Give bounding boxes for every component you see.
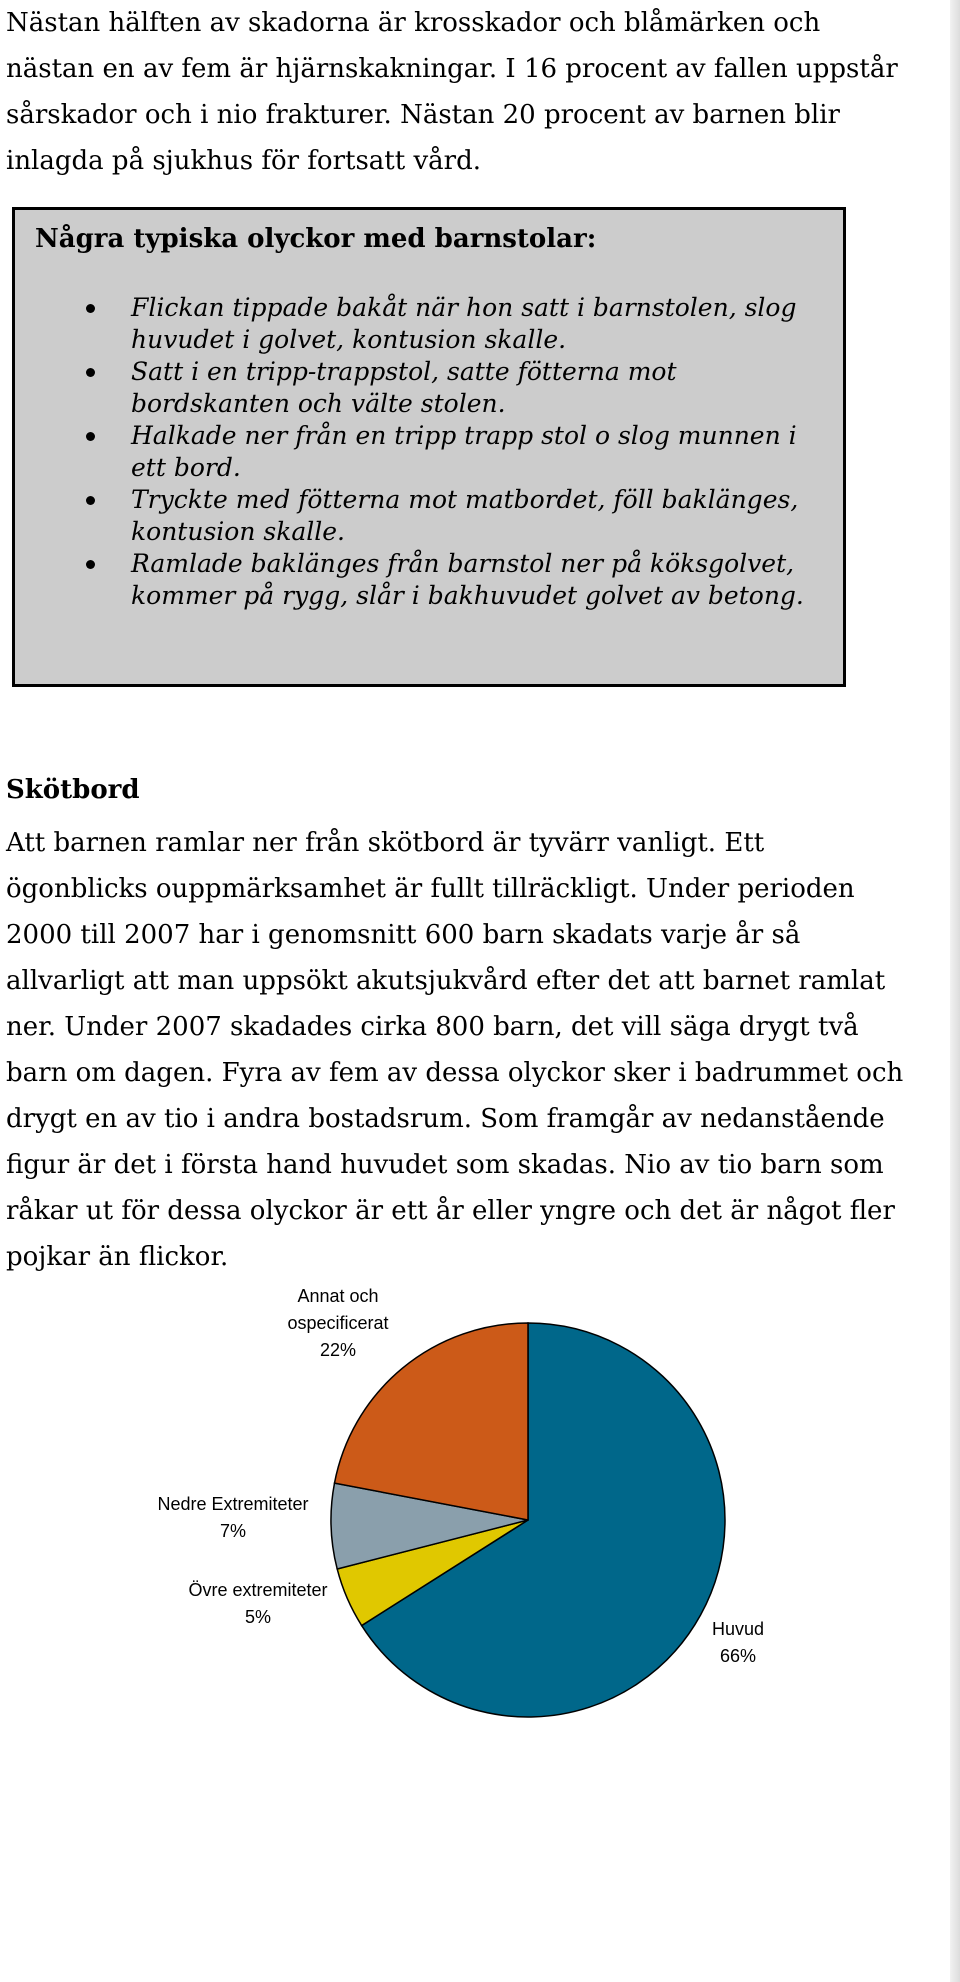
list-item	[15, 548, 815, 612]
pie-label-huvud: Huvud 66%	[711, 1619, 765, 1666]
list-item-text: Satt i en tripp-trappstol, satte fötterna mot bordskanten och välte stolen.	[131, 357, 677, 418]
pie-label-ovre-extremiteter: Övre extremiteter 5%	[188, 1580, 328, 1627]
callout-title: Några typiska olyckor med barnstolar:	[35, 224, 597, 254]
list-item	[15, 356, 815, 420]
list-item	[15, 292, 815, 356]
list-item	[15, 420, 815, 484]
section-title: Skötbord	[6, 775, 140, 805]
bullet-icon	[86, 560, 95, 569]
page-edge	[950, 0, 960, 1982]
pie-chart-svg	[120, 1270, 820, 1730]
bullet-icon	[86, 304, 95, 313]
callout-box	[12, 207, 846, 687]
intro-paragraph: Nästan hälften av skadorna är krosskador och blåmärken och nästan en av fem är hjärnskakningar. I 16 procent av fallen uppstår sårskador och i nio frakturer. Nästan 20 procent av barnen blir inlagda på sjukhus för fortsatt vård.	[6, 8, 898, 176]
list-item-text: Halkade ner från en tripp trapp stol o slog munnen i ett bord.	[131, 421, 797, 482]
list-item	[15, 484, 815, 548]
bullet-icon	[86, 496, 95, 505]
bullet-icon	[86, 368, 95, 377]
list-item-text: Flickan tippade bakåt när hon satt i barnstolen, slog huvudet i golvet, kontusion skalle.	[131, 293, 797, 354]
list-item-text: Ramlade baklänges från barnstol ner på köksgolvet, kommer på rygg, slår i bakhuvudet golvet av betong.	[131, 549, 804, 610]
section-paragraph: Att barnen ramlar ner från skötbord är tyvärr vanligt. Ett ögonblicks ouppmärksamhet är fullt tillräckligt. Under perioden 2000 till 2007 har i genomsnitt 600 barn skadats varje år så allvarligt att man uppsökt akutsjukvård efter det att barnet ramlat ner. Under 2007 skadades cirka 800 barn, det vill säga drygt två barn om dagen. Fyra av fem av dessa olyckor sker i badrummet och drygt en av tio i andra bostadsrum. Som framgår av nedanstående figur är det i första hand huvudet som skadas. Nio av tio barn som råkar ut för dessa olyckor är ett år eller yngre och det är något fler pojkar än flickor.	[6, 828, 904, 1272]
list-item-text: Tryckte med fötterna mot matbordet, föll baklänges, kontusion skalle.	[131, 485, 799, 546]
bullet-icon	[86, 432, 95, 441]
pie-label-nedre-extremiteter: Nedre Extremiteter 7%	[157, 1494, 309, 1541]
pie-label-annat-och: Annat och ospecificerat 22%	[287, 1286, 389, 1360]
pie-chart	[120, 1270, 820, 1730]
callout-list	[15, 292, 815, 612]
